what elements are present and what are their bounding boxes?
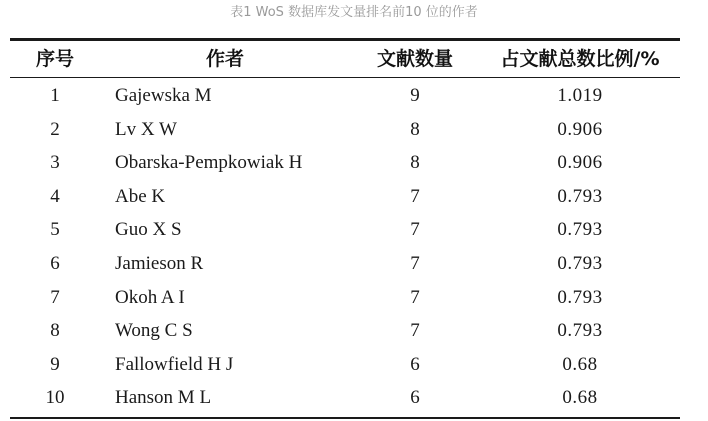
- cell-pct: 0.906: [557, 118, 603, 140]
- cell-no: 7: [50, 286, 60, 308]
- table-row: [10, 381, 680, 415]
- cell-pct: 0.793: [557, 185, 603, 207]
- cell-no: 1: [50, 85, 60, 106]
- cell-count: 6: [410, 353, 420, 375]
- cell-no: 10: [45, 387, 65, 409]
- table-row: [10, 79, 680, 113]
- table-row: [10, 348, 680, 382]
- table-row: [10, 281, 680, 315]
- table-row: [10, 180, 680, 214]
- cell-author: Gajewska M: [115, 85, 212, 106]
- cell-author: Hanson M L: [115, 387, 212, 409]
- cell-no: 5: [50, 219, 60, 241]
- cell-count: 6: [410, 387, 420, 409]
- cell-pct: 0.793: [557, 252, 603, 274]
- cell-author: Jamieson R: [115, 252, 204, 274]
- header-pct: 占文献总数比例/%: [500, 48, 660, 70]
- cell-count: 7: [410, 252, 420, 274]
- cell-no: 6: [50, 252, 60, 274]
- cell-no: 4: [50, 185, 60, 207]
- table-caption: 表1 WoS 数据库发文量排名前10 位的作者: [230, 5, 478, 20]
- cell-author: Fallowfield H J: [115, 353, 234, 375]
- cell-count: 7: [410, 320, 420, 342]
- cell-count: 8: [410, 152, 420, 174]
- cell-pct: 0.68: [562, 353, 598, 375]
- cell-pct: 0.906: [557, 152, 603, 174]
- header-no: 序号: [35, 48, 74, 70]
- table-row: [10, 213, 680, 247]
- cell-author: Guo X S: [115, 219, 182, 241]
- cell-pct: 1.019: [557, 85, 603, 106]
- cell-no: 9: [50, 353, 60, 375]
- table-row: [10, 247, 680, 281]
- cell-pct: 0.793: [557, 286, 603, 308]
- table-row: [10, 314, 680, 348]
- cell-pct: 0.793: [557, 219, 603, 241]
- table-bottom-rule: [10, 417, 680, 419]
- authors-table: [10, 38, 680, 419]
- header-author: 作者: [205, 48, 244, 70]
- cell-count: 9: [410, 85, 420, 106]
- cell-count: 7: [410, 219, 420, 241]
- table-header-row: [10, 41, 680, 77]
- cell-author: Obarska-Pempkowiak H: [115, 152, 303, 174]
- table-row: [10, 146, 680, 180]
- cell-count: 8: [410, 118, 420, 140]
- cell-pct: 0.68: [562, 387, 598, 409]
- cell-author: Lv X W: [115, 118, 177, 140]
- cell-count: 7: [410, 185, 420, 207]
- table-row: [10, 113, 680, 147]
- cell-count: 7: [410, 286, 420, 308]
- table-body: [10, 78, 680, 417]
- header-count: 文献数量: [376, 48, 453, 70]
- cell-pct: 0.793: [557, 320, 603, 342]
- cell-no: 2: [50, 118, 60, 140]
- cell-author: Wong C S: [115, 320, 193, 342]
- cell-no: 8: [50, 320, 60, 342]
- cell-author: Abe K: [115, 185, 166, 207]
- cell-no: 3: [50, 152, 60, 174]
- cell-author: Okoh A I: [115, 286, 185, 308]
